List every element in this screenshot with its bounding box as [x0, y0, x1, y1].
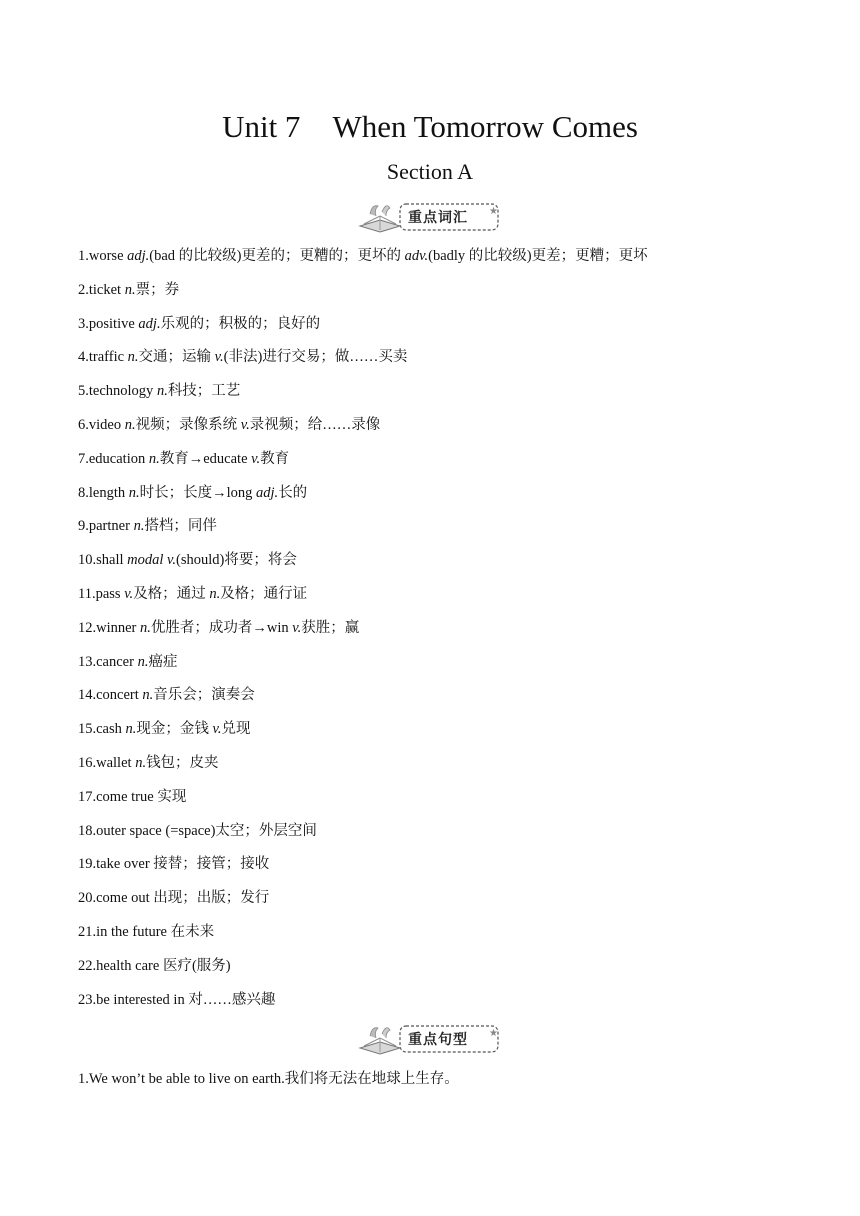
- vocab-text: (非法)进行交易；做……买卖: [223, 349, 408, 366]
- svg-text:★: ★: [489, 1028, 498, 1039]
- vocab-text: 音乐会；演奏会: [153, 687, 255, 704]
- vocab-text: 录视频；给……录像: [249, 416, 381, 433]
- vocab-text: (bad 的比较级)更差的；更糟的；更坏的: [149, 248, 405, 264]
- vocab-text: 交通；运输: [138, 349, 215, 366]
- vocab-item: [78, 578, 798, 612]
- vocab-text: 9.partner: [78, 518, 134, 535]
- vocab-text: 3.positive: [78, 315, 139, 332]
- unit-number: Unit 7: [222, 109, 301, 144]
- vocab-text: 5.technology: [78, 383, 157, 400]
- vocab-item: [78, 747, 798, 781]
- vocab-text: 癌症: [148, 653, 178, 670]
- vocab-item: [78, 646, 798, 680]
- vocab-heading-label: 重点词汇: [408, 210, 468, 226]
- vocab-item: [78, 274, 798, 308]
- sentence-list: [78, 1062, 798, 1096]
- part-of-speech: modal v.: [127, 552, 177, 569]
- vocab-text: 1.worse: [78, 248, 128, 264]
- vocab-item: [78, 240, 798, 274]
- vocab-text: 6.video: [78, 416, 125, 433]
- part-of-speech: n.: [133, 518, 145, 535]
- part-of-speech: adv.: [404, 248, 429, 264]
- part-of-speech: n.: [124, 281, 136, 298]
- vocab-item: [78, 916, 798, 950]
- part-of-speech: adj.: [127, 248, 150, 264]
- part-of-speech: n.: [156, 383, 168, 400]
- vocab-text: (badly 的比较级)更差；更糟；更坏: [428, 248, 648, 264]
- vocab-text: (should)将要；将会: [176, 552, 297, 569]
- vocab-text: 2.ticket: [78, 281, 125, 298]
- vocab-text: 4.traffic: [78, 349, 128, 366]
- vocab-item: [78, 308, 798, 342]
- sentence-heading-banner: [356, 1018, 502, 1058]
- vocab-item: [78, 815, 798, 849]
- vocab-text: 科技；工艺: [167, 383, 241, 400]
- vocab-text: 17.come true 实现: [78, 788, 187, 805]
- svg-text:★: ★: [489, 206, 498, 217]
- part-of-speech: n.: [127, 349, 139, 366]
- vocab-text: 13.cancer: [78, 653, 138, 670]
- vocab-item: [78, 443, 798, 477]
- sentence-item: 1.We won’t be able to live on earth.我们将无法在地球上生存。: [78, 1071, 459, 1087]
- vocab-item: [78, 409, 798, 443]
- part-of-speech: n.: [125, 721, 137, 738]
- vocab-text: 及格；通行证: [220, 585, 308, 602]
- vocab-item: [78, 713, 798, 747]
- vocab-text: 时长；长度→long: [139, 484, 257, 501]
- vocab-text: 12.winner: [78, 619, 141, 636]
- vocab-text: 长的: [278, 484, 308, 501]
- vocab-item: [78, 375, 798, 409]
- vocab-text: 兑现: [221, 721, 251, 738]
- part-of-speech: v.: [251, 450, 261, 467]
- vocab-text: 搭档；同伴: [144, 518, 217, 535]
- vocab-text: 票；券: [135, 281, 180, 298]
- vocab-item: [78, 882, 798, 916]
- part-of-speech: v.: [124, 585, 134, 602]
- vocab-text: 乐观的；积极的；良好的: [160, 315, 321, 332]
- part-of-speech: n.: [148, 450, 160, 467]
- vocab-item: [78, 848, 798, 882]
- part-of-speech: v.: [292, 619, 302, 636]
- section-title: Section A: [386, 159, 474, 184]
- vocab-text: 15.cash: [78, 721, 126, 738]
- vocab-text: 教育: [260, 450, 290, 467]
- part-of-speech: n.: [142, 687, 154, 704]
- part-of-speech: v.: [214, 349, 224, 366]
- vocab-item: [78, 950, 798, 984]
- vocab-text: 23.be interested in 对……感兴趣: [78, 991, 276, 1008]
- vocab-text: 22.health care 医疗(服务): [78, 957, 231, 974]
- part-of-speech: adj.: [138, 315, 161, 332]
- vocab-item: [78, 612, 798, 646]
- part-of-speech: adj.: [256, 484, 279, 501]
- vocab-item: [78, 544, 798, 578]
- vocab-item: [78, 510, 798, 544]
- vocab-item: [78, 341, 798, 375]
- part-of-speech: n.: [124, 416, 136, 433]
- part-of-speech: n.: [140, 619, 151, 636]
- part-of-speech: v.: [240, 416, 250, 433]
- part-of-speech: v.: [212, 721, 222, 738]
- vocab-text: 7.education: [78, 450, 149, 467]
- page-title: [0, 106, 860, 148]
- vocab-item: [78, 781, 798, 815]
- vocab-text: 优胜者；成功者→win: [150, 619, 293, 636]
- vocab-text: 11.pass: [78, 585, 125, 602]
- part-of-speech: n.: [135, 754, 147, 771]
- vocab-text: 19.take over 接替；接管；接收: [78, 856, 270, 873]
- vocab-text: 14.concert: [78, 687, 143, 704]
- vocab-item: [78, 477, 798, 511]
- vocab-text: 10.shall: [78, 552, 128, 569]
- vocab-text: 钱包；皮夹: [146, 754, 219, 771]
- vocab-text: 20.come out 出现；出版；发行: [78, 890, 270, 907]
- vocab-item: [78, 679, 798, 713]
- unit-title: When Tomorrow Comes: [332, 109, 638, 144]
- vocab-text: 16.wallet: [78, 754, 136, 771]
- sentence-heading-label: 重点句型: [408, 1032, 468, 1048]
- part-of-speech: n.: [137, 653, 149, 670]
- vocabulary-list: [78, 240, 798, 1017]
- vocab-heading-banner: [356, 196, 502, 236]
- vocab-text: 及格；通过: [133, 585, 210, 602]
- vocab-text: 教育→educate: [159, 450, 252, 467]
- vocab-text: 视频；录像系统: [135, 416, 241, 433]
- vocab-text: 21.in the future 在未来: [78, 923, 215, 940]
- vocab-item: [78, 984, 798, 1018]
- vocab-text: 18.outer space (=space)太空；外层空间: [78, 822, 317, 839]
- part-of-speech: n.: [209, 585, 221, 602]
- vocab-text: 获胜；赢: [301, 619, 360, 636]
- vocab-text: 8.length: [78, 484, 129, 501]
- vocab-text: 现金；金钱: [136, 721, 213, 738]
- part-of-speech: n.: [128, 484, 140, 501]
